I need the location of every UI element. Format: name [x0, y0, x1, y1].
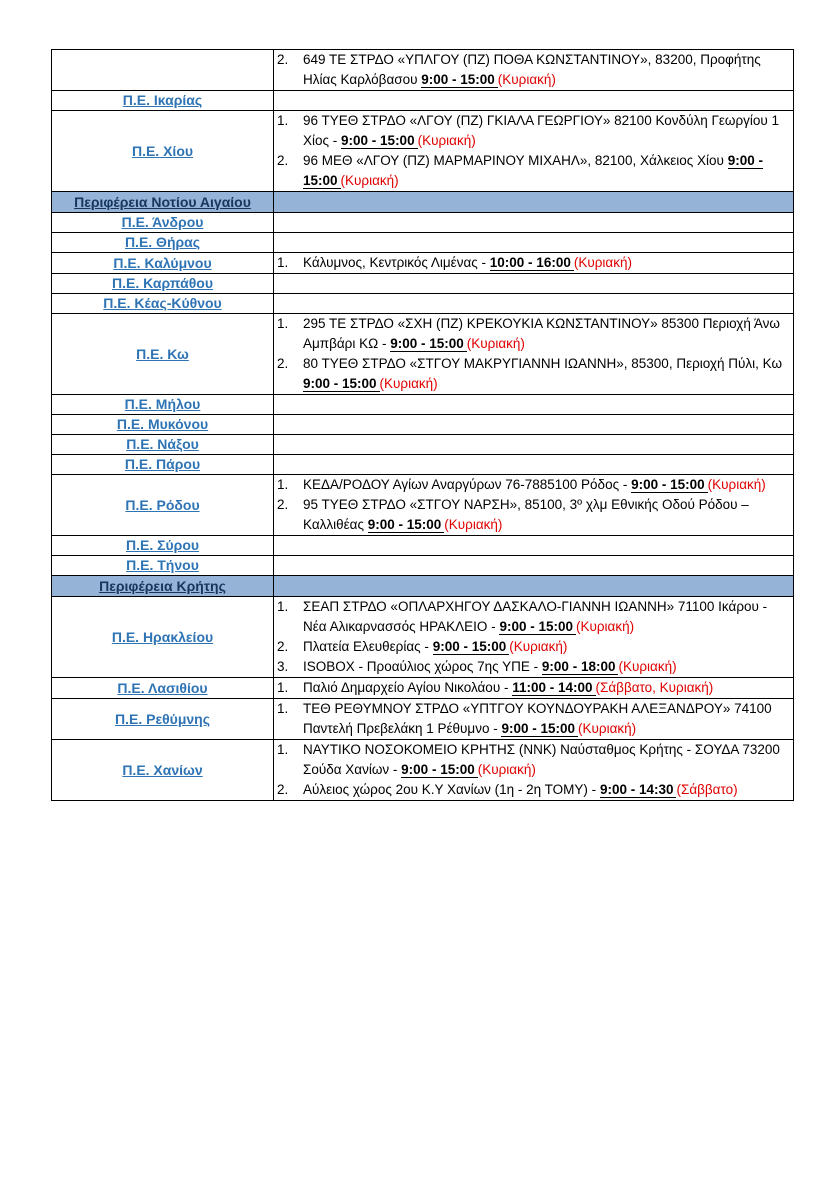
entry-number: 1.: [277, 701, 289, 716]
entry-day: (Σάββατο, Κυριακή): [595, 680, 714, 695]
locations-cell: [274, 111, 794, 192]
locations-cell: [274, 50, 794, 91]
location-entry: [274, 151, 793, 191]
table-row: [52, 415, 794, 435]
entry-text: ΝΑΥΤΙΚΟ ΝΟΣΟΚΟΜΕΙΟ ΚΡΗΤΗΣ (ΝΝΚ) Ναύσταθμος Κρήτης - ΣΟΥΔΑ 73200 Σούδα Χανίων -: [303, 742, 780, 777]
entry-number: 1.: [277, 316, 289, 331]
entry-content: [303, 151, 793, 191]
table-row: [52, 556, 794, 576]
region-cell: [52, 556, 274, 576]
entry-text: ΤΕΘ ΡΕΘΥΜΝΟΥ ΣΤΡΔΟ «ΥΠΤΓΟΥ ΚΟΥΝΔΟΥΡΑΚΗ ΑΛΕΞΑΝΔΡΟΥ» 74100 Παντελή Πρεβελάκη 1 Ρέθυμνο -: [303, 701, 772, 736]
entry-number: 1.: [277, 742, 289, 757]
locations-cell: [274, 740, 794, 801]
entry-content: [303, 50, 793, 90]
entry-hours: 10:00 - 16:00: [490, 255, 574, 271]
table-row: [52, 455, 794, 475]
entry-day: (Κυριακή): [618, 659, 677, 674]
table-row: [52, 395, 794, 415]
region-cell: [52, 294, 274, 314]
region-link[interactable]: Π.Ε. Μήλου: [124, 396, 201, 412]
table-row: [52, 536, 794, 556]
region-link[interactable]: Π.Ε. Χανίων: [122, 761, 203, 778]
entry-content: [303, 111, 793, 151]
entry-hours: 11:00 - 14:00: [512, 680, 595, 696]
entry-text: ISOBOX - Προαύλιος χώρος 7ης ΥΠΕ -: [303, 659, 539, 674]
region-cell: [52, 455, 274, 475]
entry-text: 95 ΤΥΕΘ ΣΤΡΔΟ «ΣΤΓΟΥ ΝΑΡΣΗ», 85100, 3º χλμ Εθνικής Οδού Ρόδου – Καλλιθέας: [303, 497, 749, 532]
entry-text: 80 ΤΥΕΘ ΣΤΡΔΟ «ΣΤΓΟΥ ΜΑΚΡΥΓΙΑΝΝΗ ΙΩΑΝΝΗ», 85300, Περιοχή Πύλι, Κω: [303, 356, 783, 371]
locations-cell: [274, 294, 794, 314]
region-cell: [52, 475, 274, 536]
location-entry: [274, 50, 793, 90]
entry-day: (Κυριακή): [707, 477, 766, 492]
entry-text: Αύλειος χώρος 2ου Κ.Υ Χανίων (1η - 2η ΤΟΜΥ) -: [303, 782, 597, 797]
region-link[interactable]: Π.Ε. Πάρου: [124, 456, 201, 472]
entry-content: [303, 253, 793, 273]
locations-cell: [274, 556, 794, 576]
region-cell: [52, 91, 274, 111]
region-cell: [52, 253, 274, 274]
region-cell: [52, 699, 274, 740]
location-entry: [274, 253, 793, 273]
entry-number: 2.: [277, 639, 289, 654]
table-row: [52, 50, 794, 91]
vaccination-points-table: [51, 49, 794, 801]
entry-number: 2.: [277, 356, 289, 371]
entry-day: (Κυριακή): [578, 721, 637, 736]
entry-day: (Κυριακή): [417, 133, 476, 148]
section-header-row: [52, 192, 794, 213]
location-entry: [274, 699, 793, 739]
location-entry: [274, 314, 793, 354]
region-link[interactable]: Π.Ε. Νάξου: [126, 436, 199, 452]
region-link[interactable]: Π.Ε. Ρεθύμνης: [115, 710, 210, 727]
locations-cell: [274, 597, 794, 678]
entry-hours: 9:00 - 15:00: [433, 639, 510, 655]
section-header-empty-cell: [274, 576, 794, 597]
table-row: [52, 740, 794, 801]
entry-number: 2.: [277, 782, 289, 797]
region-cell: [52, 415, 274, 435]
region-link[interactable]: Π.Ε. Μυκόνου: [116, 416, 209, 432]
region-link[interactable]: Π.Ε. Τήνου: [126, 557, 199, 573]
entry-hours: 9:00 - 15:00: [631, 477, 708, 493]
entry-number: 1.: [277, 113, 289, 128]
location-entry: [274, 495, 793, 535]
region-cell: [52, 111, 274, 192]
entry-number: 3.: [277, 659, 289, 674]
locations-cell: [274, 213, 794, 233]
entry-day: (Κυριακή): [509, 639, 568, 654]
entry-hours: 9:00 - 15:00: [303, 153, 763, 188]
entry-content: [303, 314, 793, 354]
region-cell: [52, 395, 274, 415]
entry-day: (Κυριακή): [444, 517, 503, 532]
locations-cell: [274, 233, 794, 253]
location-entry: [274, 740, 793, 780]
locations-cell: [274, 314, 794, 395]
entry-content: [303, 597, 793, 637]
entry-text: 96 ΜΕΘ «ΛΓΟΥ (ΠΖ) ΜΑΡΜΑΡΙΝΟΥ ΜΙΧΑΗΛ», 82100, Χάλκειος Χίου: [303, 153, 724, 168]
region-cell: [52, 213, 274, 233]
locations-cell: [274, 455, 794, 475]
region-link[interactable]: Π.Ε. Ρόδου: [125, 496, 200, 513]
table-body: [52, 50, 794, 801]
entry-content: [303, 495, 793, 535]
table-row: [52, 435, 794, 455]
entry-hours: 9:00 - 15:00: [368, 517, 445, 533]
region-link[interactable]: Π.Ε. Καρπάθου: [112, 275, 213, 291]
region-link[interactable]: Π.Ε. Άνδρου: [121, 214, 204, 230]
section-header-label: Περιφέρεια Νοτίου Αιγαίου: [74, 194, 251, 210]
region-link[interactable]: Π.Ε. Θήρας: [124, 234, 201, 250]
table-row: [52, 233, 794, 253]
locations-cell: [274, 395, 794, 415]
entry-text: 96 ΤΥΕΘ ΣΤΡΔΟ «ΛΓΟΥ (ΠΖ) ΓΚΙΑΛΑ ΓΕΩΡΓΙΟΥ» 82100 Κονδύλη Γεωργίου 1 Χίος -: [303, 113, 780, 148]
entry-day: (Κυριακή): [379, 376, 438, 391]
table-row: [52, 294, 794, 314]
entry-hours: 9:00 - 15:00: [499, 619, 576, 635]
entry-text: 649 ΤΕ ΣΤΡΔΟ «ΥΠΛΓΟΥ (ΠΖ) ΠΟΘΑ ΚΩΝΣΤΑΝΤΙΝΟΥ», 83200, Προφήτης Ηλίας Καρλόβασου: [303, 52, 761, 87]
locations-cell: [274, 253, 794, 274]
region-link[interactable]: Π.Ε. Σύρου: [125, 537, 200, 553]
entry-hours: 9:00 - 15:00: [303, 376, 380, 392]
region-link[interactable]: Π.Ε. Χίου: [131, 142, 194, 159]
location-entry: [274, 657, 793, 677]
entry-text: Κάλυμνος, Κεντρικός Λιμένας -: [303, 255, 487, 270]
section-header-row: [52, 576, 794, 597]
table-row: [52, 699, 794, 740]
locations-cell: [274, 415, 794, 435]
locations-cell: [274, 435, 794, 455]
section-header-cell: [52, 192, 274, 213]
region-cell: [52, 435, 274, 455]
location-entry: [274, 597, 793, 637]
entry-content: [303, 637, 793, 657]
location-entry: [274, 475, 793, 495]
entry-number: 2.: [277, 52, 289, 67]
table-row: [52, 678, 794, 699]
locations-cell: [274, 536, 794, 556]
table-row: [52, 475, 794, 536]
entry-day: (Κυριακή): [340, 173, 399, 188]
location-entry: [274, 678, 793, 698]
entry-hours: 9:00 - 18:00: [542, 659, 619, 675]
entry-hours: 9:00 - 15:00: [390, 336, 467, 352]
entry-day: (Σάββατο): [676, 782, 738, 797]
locations-cell: [274, 91, 794, 111]
entry-number: 1.: [277, 680, 289, 695]
entry-content: [303, 699, 793, 739]
table-row: [52, 91, 794, 111]
entry-day: (Κυριακή): [466, 336, 525, 351]
entry-number: 1.: [277, 255, 289, 270]
entry-text: 295 ΤΕ ΣΤΡΔΟ «ΣΧΗ (ΠΖ) ΚΡΕΚΟΥΚΙΑ ΚΩΝΣΤΑΝΤΙΝΟΥ» 85300 Περιοχή Άνω Αμπβάρι ΚΩ -: [303, 316, 780, 351]
entry-text: Παλιό Δημαρχείο Αγίου Νικολάου -: [303, 680, 509, 695]
table-row: [52, 314, 794, 395]
location-entry: [274, 637, 793, 657]
entry-content: [303, 678, 793, 698]
entry-day: (Κυριακή): [573, 255, 632, 270]
entry-content: [303, 780, 793, 800]
section-header-label: Περιφέρεια Κρήτης: [99, 578, 226, 594]
region-cell: [52, 50, 274, 91]
region-cell: [52, 233, 274, 253]
locations-cell: [274, 274, 794, 294]
entry-day: (Κυριακή): [497, 72, 556, 87]
entry-content: [303, 354, 793, 394]
entry-hours: 9:00 - 15:00: [401, 762, 478, 778]
table-row: [52, 253, 794, 274]
location-entry: [274, 354, 793, 394]
entry-number: 2.: [277, 153, 289, 168]
locations-cell: [274, 699, 794, 740]
region-cell: [52, 597, 274, 678]
entry-content: [303, 740, 793, 780]
region-cell: [52, 536, 274, 556]
region-cell: [52, 678, 274, 699]
entry-number: 1.: [277, 477, 289, 492]
region-cell: [52, 314, 274, 395]
entry-hours: 9:00 - 14:30: [600, 782, 677, 798]
entry-number: 2.: [277, 497, 289, 512]
region-cell: [52, 274, 274, 294]
table-row: [52, 213, 794, 233]
location-entry: [274, 111, 793, 151]
entry-hours: 9:00 - 15:00: [341, 133, 418, 149]
entry-text: ΣΕΑΠ ΣΤΡΔΟ «ΟΠΛΑΡΧΗΓΟΥ ΔΑΣΚΑΛΟ-ΓΙΑΝΝΗ ΙΩΑΝΝΗ» 71100 Ικάρου - Νέα Αλικαρνασσός ΗΡΑΚΛΕΙΟ -: [303, 599, 768, 634]
region-link[interactable]: Π.Ε. Λασιθίου: [117, 679, 208, 696]
entry-content: [303, 657, 793, 677]
entry-text: Πλατεία Ελευθερίας -: [303, 639, 429, 654]
region-link[interactable]: Π.Ε. Κω: [136, 345, 189, 362]
region-link[interactable]: Π.Ε. Κέας-Κύθνου: [103, 295, 222, 311]
locations-cell: [274, 475, 794, 536]
table-row: [52, 597, 794, 678]
entry-day: (Κυριακή): [477, 762, 536, 777]
region-link[interactable]: Π.Ε. Ηρακλείου: [111, 628, 214, 645]
region-link[interactable]: Π.Ε. Καλύμνου: [113, 254, 212, 271]
locations-cell: [274, 678, 794, 699]
region-cell: [52, 740, 274, 801]
location-entry: [274, 780, 793, 800]
section-header-cell: [52, 576, 274, 597]
entry-hours: 9:00 - 15:00: [421, 72, 498, 88]
table-row: [52, 111, 794, 192]
entry-number: 1.: [277, 599, 289, 614]
table-row: [52, 274, 794, 294]
entry-content: [303, 475, 793, 495]
entry-text: ΚΕΔΑ/ΡΟΔΟΥ Αγίων Αναργύρων 76-7885100 Ρόδος -: [303, 477, 628, 492]
entry-day: (Κυριακή): [575, 619, 635, 634]
section-header-empty-cell: [274, 192, 794, 213]
region-link[interactable]: Π.Ε. Ικαρίας: [122, 92, 203, 108]
entry-hours: 9:00 - 15:00: [501, 721, 578, 737]
